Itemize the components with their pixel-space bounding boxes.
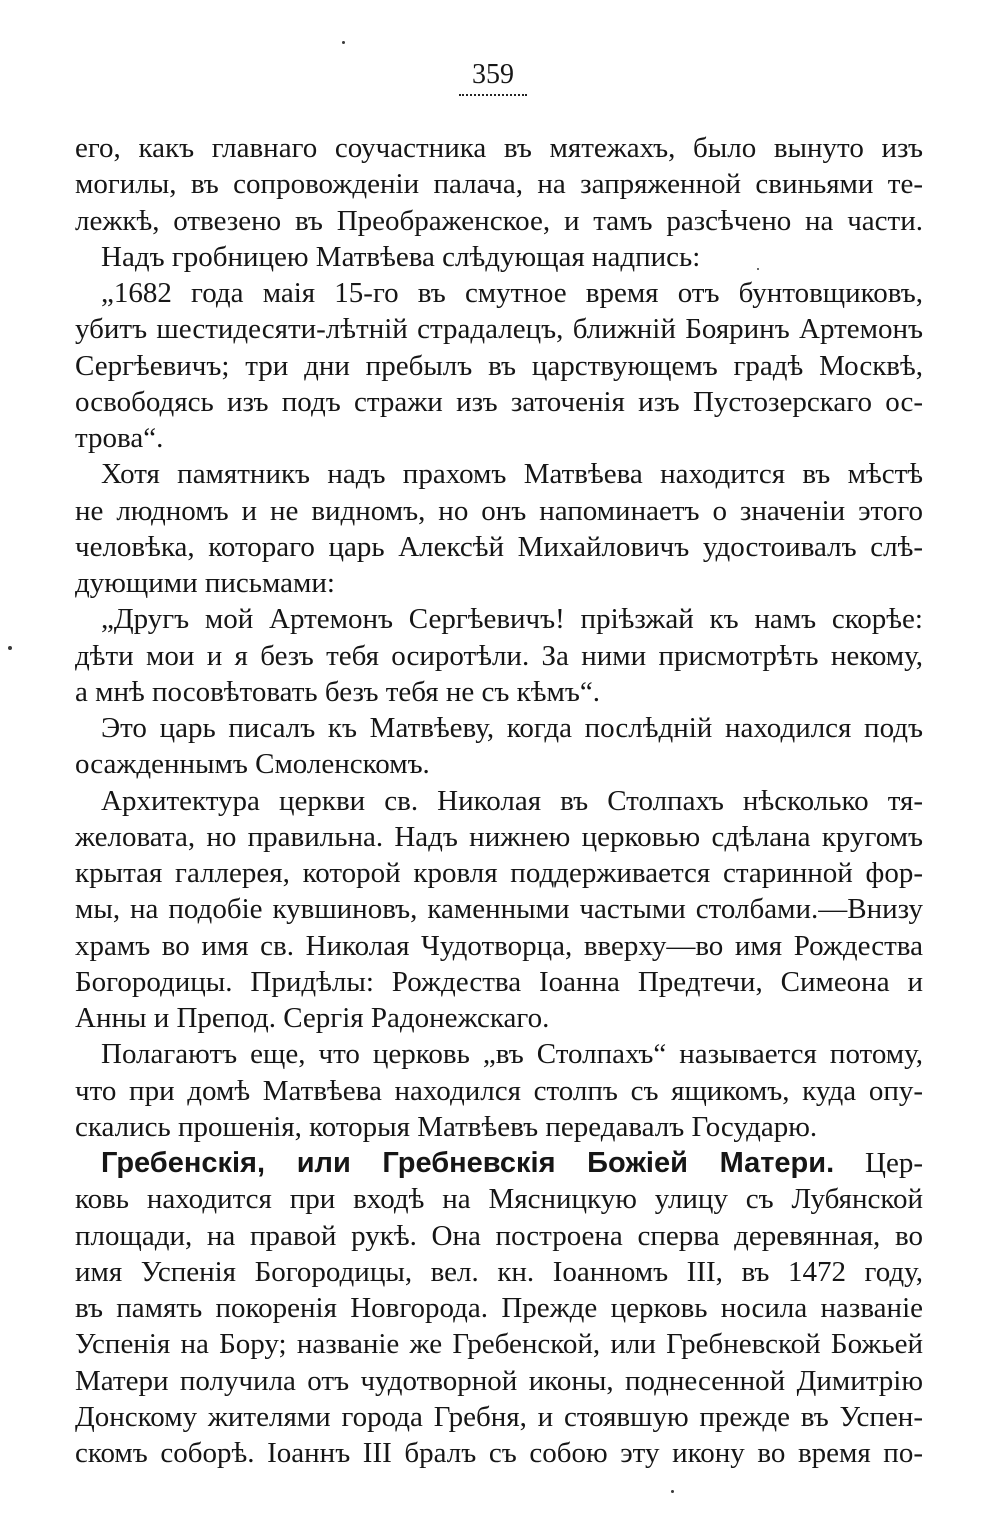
paragraph xyxy=(75,710,923,783)
text-line: Надъ гробницею Матвѣева слѣдующая надпись: xyxy=(101,240,701,273)
text-line: скались прошенія, которыя Матвѣевъ передавалъ Государю. xyxy=(75,1110,818,1143)
page-number-rule xyxy=(459,94,527,96)
text-line: Архитектура церкви св. Николая въ Столпахъ нѣсколько тя- xyxy=(101,784,923,817)
text-line: Матери получила отъ чудотворной иконы, поднесенной Димитрію xyxy=(75,1364,923,1397)
text-line: трова“. xyxy=(75,422,164,454)
body-text xyxy=(75,130,923,1471)
paragraph xyxy=(75,783,923,1037)
text-line: въ память покоренія Новгорода. Прежде церковь носила названіе xyxy=(75,1292,923,1324)
text-line: его, какъ главнаго соучастника въ мятежахъ, было вынуто изъ xyxy=(75,132,923,164)
text-line: Хотя памятникъ надъ прахомъ Матвѣева находится въ мѣстѣ xyxy=(101,458,923,491)
text-line: Донскому жителями города Гребня, и стоявшую прежде въ Успен- xyxy=(75,1400,923,1433)
page-number: 359 xyxy=(472,59,514,90)
text-line: не людномъ и не видномъ, но онъ напоминаетъ о значеніи этого xyxy=(75,494,923,527)
text-line: а мнѣ посовѣтовать безъ тебя не съ кѣмъ“. xyxy=(75,675,600,708)
paragraph xyxy=(75,456,923,601)
text-line: площади, на правой рукѣ. Она построена сперва деревянная, во xyxy=(75,1219,923,1252)
quotation-paragraph xyxy=(75,275,923,456)
text-line: человѣка, котораго царь Алексѣй Михайловичъ удостоивалъ слѣ- xyxy=(75,530,923,563)
text-line: ковь находится при входѣ на Мясницкую улицу съ Лубянской xyxy=(75,1183,923,1216)
scan-speck xyxy=(342,41,345,44)
text-line: осажденнымъ Смоленскомъ. xyxy=(75,748,430,781)
section-heading: Гребенскія, или Гребневскія Божіей Матери. xyxy=(101,1147,835,1179)
text-line: Анны и Препод. Сергія Радонежскаго. xyxy=(75,1002,550,1034)
text-line: Полагаютъ еще, что церковь „въ Столпахъ“ называется потому, xyxy=(101,1038,923,1071)
text-line: Успенія на Бору; названіе же Гребенской, или Гребневской Божьей xyxy=(75,1328,923,1361)
text-line: Это царь писалъ къ Матвѣеву, когда послѣдній находился подъ xyxy=(101,712,923,744)
text-line: освободясь изъ подъ стражи изъ заточенія изъ Пустозерскаго ос- xyxy=(75,385,923,418)
scan-speck xyxy=(8,646,12,650)
text-line: имя Успенія Богородицы, вел. кн. Іоанномъ III, въ 1472 году, xyxy=(75,1255,923,1288)
scan-speck xyxy=(671,1490,674,1493)
text-line: желовата, но правильна. Надъ нижнею церковью сдѣлана кругомъ xyxy=(75,820,923,853)
text-line: храмъ во имя св. Николая Чудотворца, вверху—во имя Рождества xyxy=(75,929,923,962)
paragraph xyxy=(75,130,923,239)
text-line: дующими письмами: xyxy=(75,567,335,599)
text-line xyxy=(75,1145,923,1181)
text-line: могилы, въ сопровожденіи палача, на запряженной свиньями те- xyxy=(75,168,923,201)
quotation-paragraph xyxy=(75,601,923,710)
text-line: мы, на подобіе кувшиновъ, каменными частыми столбами.—Внизу xyxy=(75,893,923,926)
text-run: Цер- xyxy=(865,1147,923,1179)
text-line: дѣти мои и я безъ тебя осиротѣли. За ними присмотрѣть некому, xyxy=(75,639,923,672)
text-line: лежкѣ, отвезено въ Преображенское, и тамъ разсѣчено на части. xyxy=(75,204,923,237)
paragraph xyxy=(75,1036,923,1145)
text-line: крытая галлерея, которой кровля поддерживается старинной фор- xyxy=(75,857,923,889)
text-line: Богородицы. Придѣлы: Рождества Іоанна Предтечи, Симеона и xyxy=(75,965,923,998)
text-line: скомъ соборѣ. Іоаннъ III бралъ съ собою эту икону во время по- xyxy=(75,1437,923,1469)
text-line: что при домѣ Матвѣева находился столпъ съ ящикомъ, куда опу- xyxy=(75,1074,923,1107)
section-paragraph xyxy=(75,1145,923,1471)
text-line: „1682 года маія 15-го въ смутное время отъ бунтовщиковъ, xyxy=(101,277,923,309)
text-line: „Другъ мой Артемонъ Сергѣевичъ! пріѣзжай къ намъ скорѣе: xyxy=(101,603,923,636)
text-line: Сергѣевичъ; три дни пребылъ въ царствующемъ градѣ Москвѣ, xyxy=(75,349,923,382)
paragraph xyxy=(75,239,923,275)
text-line: убитъ шестидесяти-лѣтній страдалецъ, ближній Бояринъ Артемонъ xyxy=(75,313,923,346)
